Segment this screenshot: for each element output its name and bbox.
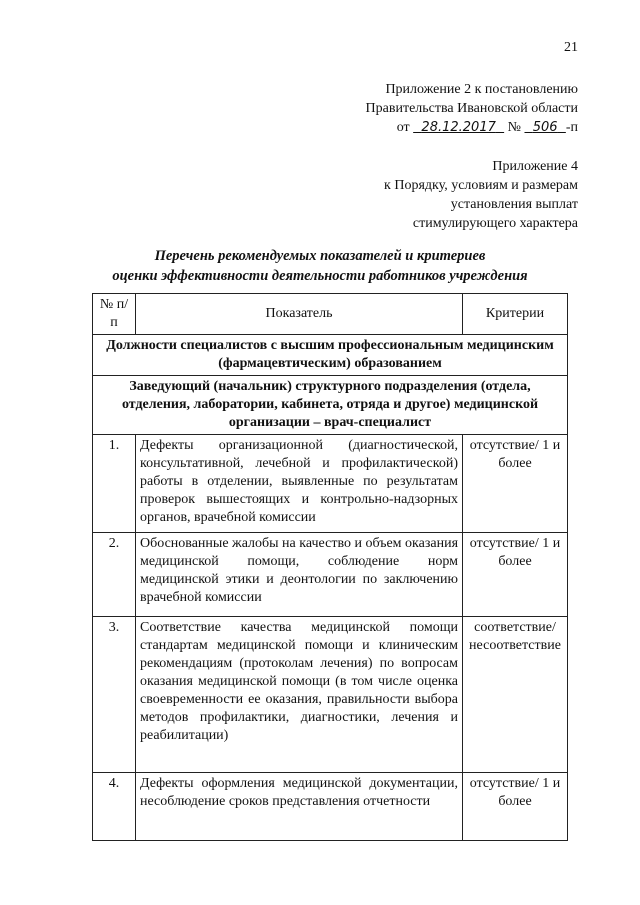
title-line1: Перечень рекомендуемых показателей и критериев — [154, 248, 486, 264]
indicators-table — [92, 293, 568, 841]
header-criteria: Критерии — [463, 294, 568, 335]
appendix4-line4: стимулирующего характера — [412, 216, 578, 231]
number-suffix: -п — [565, 120, 578, 135]
section-row — [93, 376, 568, 435]
appendix4-line2: к Порядку, условиям и размерам — [384, 178, 578, 193]
row-criteria: отсутствие/ 1 и более — [463, 435, 568, 533]
row-indicator: Соответствие качества медицинской помощи стандартам медицинской помощи и клиническим рекомендациям (протоколам лечения) по вопросам оказания медицинской помощи (в том числе оценка своевременности ее оказания, правильности выбора методов профилактики, диагностики, лечения и реабилитации) — [136, 617, 463, 773]
row-num: 3. — [93, 617, 136, 773]
section-row — [93, 335, 568, 376]
row-num: 4. — [93, 773, 136, 841]
row-indicator: Обоснованные жалобы на качество и объем оказания медицинской помощи, соблюдение норм медицинской этики и деонтологии по заключению врачебной комиссии — [136, 533, 463, 617]
row-criteria: соответствие/ несоответствие — [463, 617, 568, 773]
header-date-number — [366, 118, 578, 137]
row-criteria: отсутствие/ 1 и более — [463, 773, 568, 841]
appendix4-line1: Приложение 4 — [492, 159, 578, 174]
date-prefix: от — [396, 120, 410, 135]
table-row — [93, 773, 568, 841]
row-num: 2. — [93, 533, 136, 617]
section-head-of-unit: Заведующий (начальник) структурного подразделения (отдела, отделения, лаборатории, кабинета, отряда и другое) медицинской организации – врач-специалист — [93, 376, 568, 435]
header-appendix2: Приложение 2 к постановлению — [385, 82, 578, 97]
row-num: 1. — [93, 435, 136, 533]
table-row — [93, 533, 568, 617]
table-row — [93, 617, 568, 773]
appendix4-block — [366, 157, 578, 233]
document-header — [366, 80, 578, 233]
section-specialists: Должности специалистов с высшим профессиональным медицинским (фармацевтическим) образованием — [93, 335, 568, 376]
row-indicator: Дефекты организационной (диагностической, консультативной, лечебной и профилактической) работы в отделении, выявленные по результатам проверок вышестоящих и контрольно-надзорных органов, врачебной комиссии — [136, 435, 463, 533]
row-indicator: Дефекты оформления медицинской документации, несоблюдение сроков представления отчетности — [136, 773, 463, 841]
number-label: № — [507, 120, 521, 135]
header-num: № п/п — [93, 294, 136, 335]
table-header-row — [93, 294, 568, 335]
header-indicator: Показатель — [136, 294, 463, 335]
page-number: 21 — [564, 40, 578, 55]
title-line2: оценки эффективности деятельности работников учреждения — [112, 268, 528, 284]
table-row — [93, 435, 568, 533]
document-title — [0, 246, 640, 286]
appendix4-line3: установления выплат — [450, 197, 578, 212]
row-criteria: отсутствие/ 1 и более — [463, 533, 568, 617]
header-government: Правительства Ивановской области — [365, 101, 578, 116]
date-value: 28.12.2017 — [421, 120, 496, 135]
number-value: 506 — [532, 120, 558, 135]
